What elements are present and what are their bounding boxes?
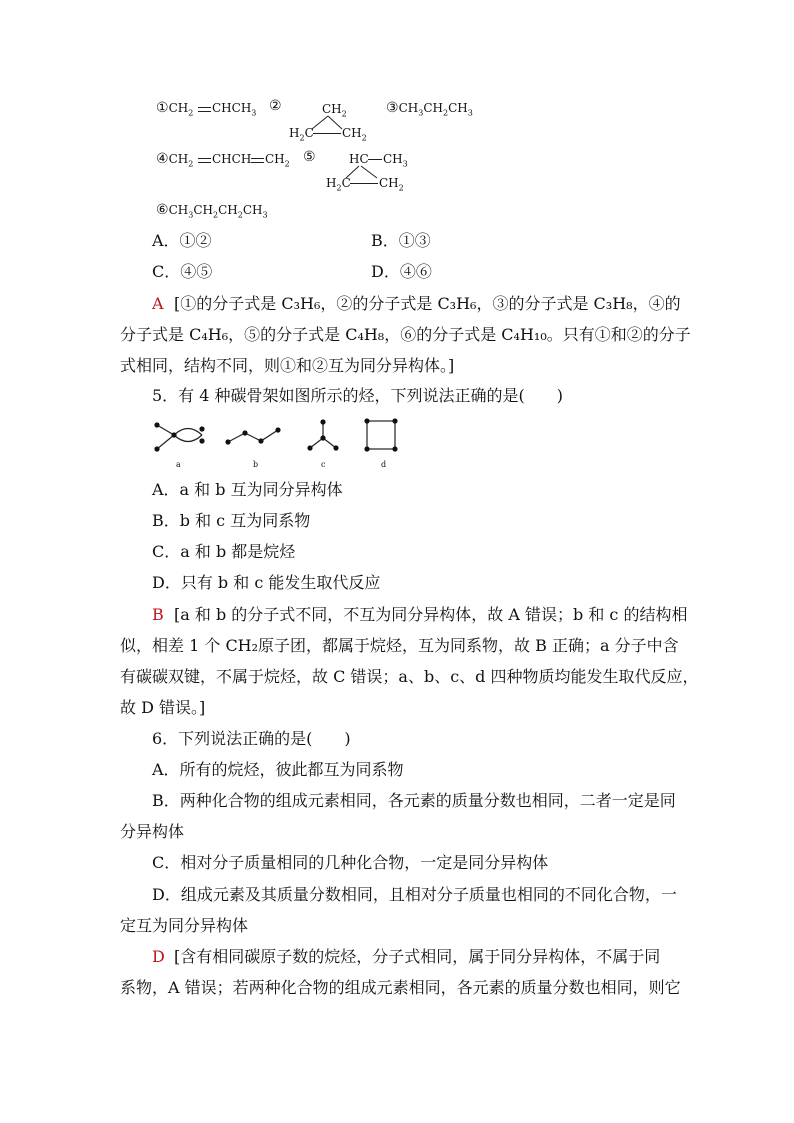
q4-option-a: A．①② bbox=[152, 231, 212, 250]
skeleton-label-c: c bbox=[321, 460, 326, 469]
q6-option-b-line1: B．两种化合物的组成元素相同，各元素的质量分数也相同，二者一定是同 bbox=[152, 791, 676, 810]
circled-number-6: ⑥ bbox=[156, 202, 169, 218]
q4-explanation-line2: 分子式是 C₄H₆，⑤的分子式是 C₄H₈，⑥的分子式是 C₄H₁₀。只有①和②的分子 bbox=[120, 325, 691, 344]
double-bond bbox=[251, 158, 264, 163]
q6-answer: D bbox=[152, 947, 165, 966]
skeleton-label-b: b bbox=[253, 460, 259, 469]
skeleton-label-d: d bbox=[381, 460, 387, 469]
skeleton-b bbox=[225, 427, 280, 444]
circled-number-3: ③ bbox=[386, 100, 399, 116]
q5-option-c: C．a 和 b 都是烷烃 bbox=[152, 542, 296, 561]
q5-option-a: A．a 和 b 互为同分异构体 bbox=[152, 480, 343, 499]
q4-explanation-line3: 式相同，结构不同，则①和②互为同分异构体。] bbox=[120, 356, 455, 375]
q4-answer: A bbox=[152, 294, 164, 313]
q4-explanation-line1: [①的分子式是 C₃H₆，②的分子式是 C₃H₆，③的分子式是 C₃H₈，④的 bbox=[174, 294, 681, 313]
q6-option-c: C．相对分子质量相同的几种化合物，一定是同分异构体 bbox=[152, 853, 549, 872]
structure-4: $④CH_2$ bbox=[156, 151, 194, 169]
structure-3: $③CH_3CH_2CH_3$ bbox=[386, 100, 473, 118]
skeleton-c bbox=[307, 419, 338, 450]
double-bond bbox=[198, 158, 211, 163]
carbon-skeleton-figure bbox=[148, 418, 408, 478]
skeleton-label-a: a bbox=[176, 460, 181, 469]
q5-explanation-line3: 有碳碳双键，不属于烷烃，故 C 错误；a、b、c、d 四种物质均能发生取代反应， bbox=[120, 667, 699, 686]
skeleton-d bbox=[364, 418, 397, 451]
q5-option-b: B．b 和 c 互为同系物 bbox=[152, 511, 311, 530]
skeleton-a bbox=[154, 422, 204, 451]
circled-number-2: ② bbox=[269, 98, 282, 114]
q6-option-d-line2: 定互为同分异构体 bbox=[120, 916, 249, 935]
q6-stem: 6．下列说法正确的是( ) bbox=[152, 729, 351, 748]
q5-option-d: D．只有 b 和 c 能发生取代反应 bbox=[152, 573, 381, 592]
q6-explanation-line1: [含有相同碳原子数的烷烃，分子式相同，属于同分异构体，不属于同 bbox=[174, 947, 661, 966]
structure-1: $①CH_2$ bbox=[156, 100, 194, 118]
structure-5 bbox=[303, 150, 316, 164]
structure-2 bbox=[269, 99, 282, 113]
q5-stem: 5．有 4 种碳骨架如图所示的烃，下列说法正确的是( ) bbox=[152, 386, 564, 405]
q6-option-a: A．所有的烷烃，彼此都互为同系物 bbox=[152, 760, 404, 779]
q6-option-d-line1: D．组成元素及其质量分数相同，且相对分子质量也相同的不同化合物，一 bbox=[152, 885, 677, 904]
circled-number-4: ④ bbox=[156, 151, 169, 167]
q4-option-b: B．①③ bbox=[371, 231, 431, 250]
q5-explanation-line1: [a 和 b 的分子式不同，不互为同分异构体，故 A 错误；b 和 c 的结构相 bbox=[174, 605, 688, 624]
q5-explanation-line4: 故 D 错误。] bbox=[120, 698, 206, 717]
q6-explanation-line2: 系物，A 错误；若两种化合物的组成元素相同，各元素的质量分数也相同，则它 bbox=[120, 978, 681, 997]
circled-number-5: ⑤ bbox=[303, 149, 316, 165]
circled-number-1: ① bbox=[156, 100, 169, 116]
double-bond bbox=[198, 107, 211, 112]
q5-explanation-line2: 似，相差 1 个 CH₂原子团，都属于烷烃，互为同系物，故 B 正确；a 分子中含 bbox=[120, 636, 679, 655]
structure-6: $⑥CH_3CH_2CH_2CH_3$ bbox=[156, 202, 268, 220]
q4-option-c: C．④⑤ bbox=[152, 262, 213, 281]
q4-option-d: D．④⑥ bbox=[371, 262, 432, 281]
q6-option-b-line2: 分异构体 bbox=[120, 822, 185, 841]
q5-answer: B bbox=[152, 605, 164, 624]
